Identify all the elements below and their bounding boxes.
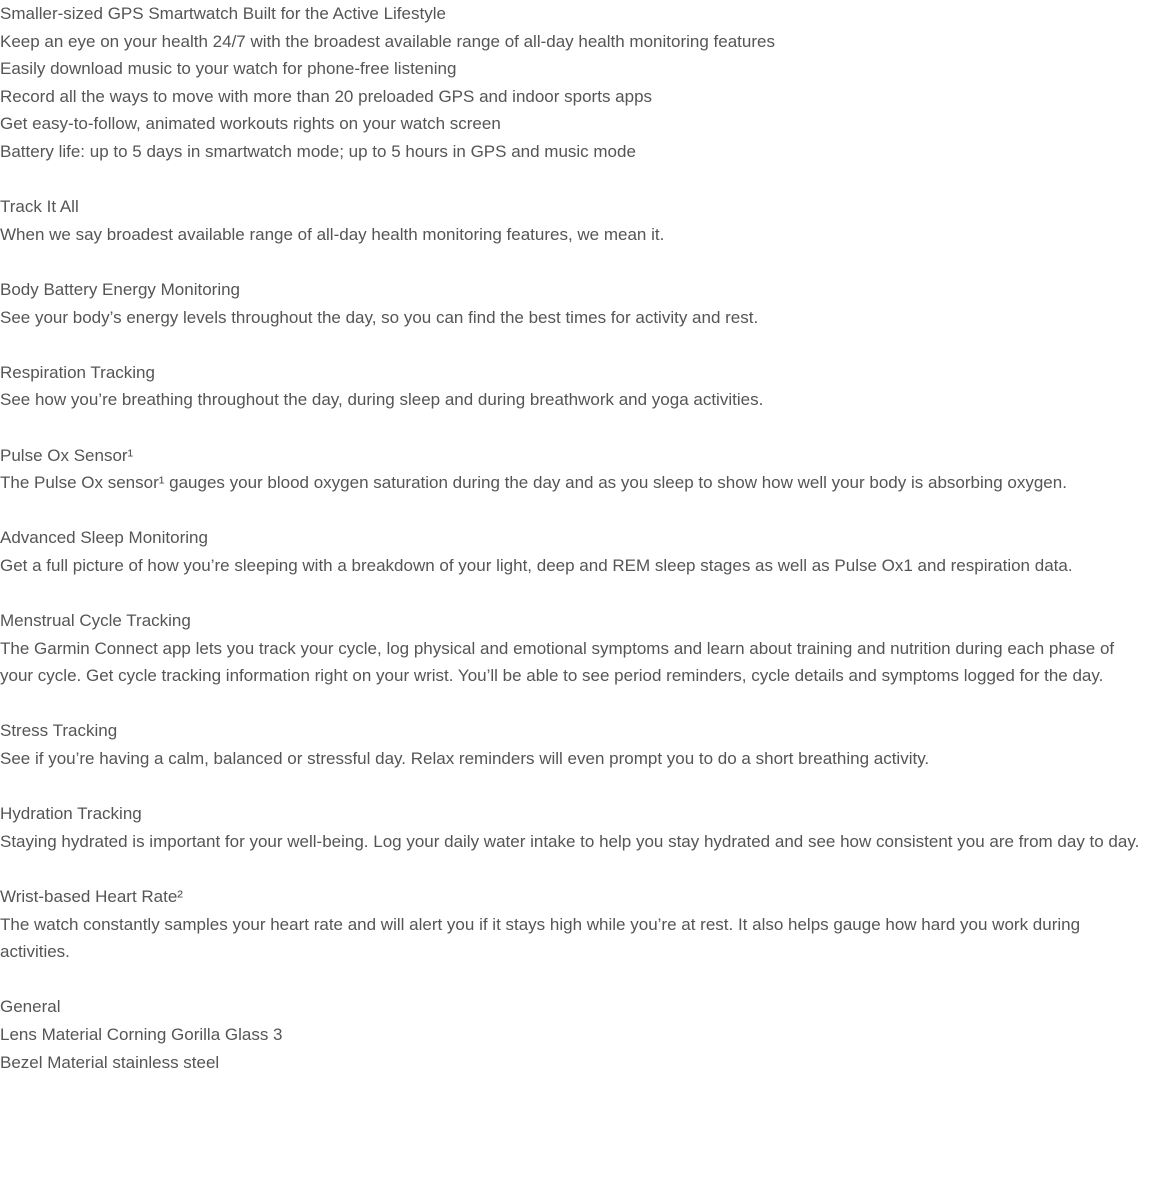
section-title: Wrist-based Heart Rate²	[0, 887, 183, 906]
section-title: Hydration Tracking	[0, 804, 142, 824]
section-title: Menstrual Cycle Tracking	[0, 611, 191, 631]
section-stress	[0, 717, 1144, 772]
section-body: See how you’re breathing throughout the day, during sleep and during breathwork and yoga activities.	[0, 390, 764, 410]
section-title: Respiration Tracking	[0, 362, 155, 382]
section-body: Staying hydrated is important for your well-being. Log your daily water intake to help you stay hydrated and see how consistent you are from day to day.	[0, 831, 1140, 851]
section-title: Pulse Ox Sensor¹	[0, 445, 134, 465]
section-sleep	[0, 524, 1144, 579]
section-title: General	[0, 997, 61, 1017]
section-title: Track It All	[0, 197, 79, 217]
section-menstrual	[0, 607, 1144, 690]
highlight-line: Keep an eye on your health 24/7 with the broadest available range of all-day health monitoring features	[0, 31, 775, 51]
highlight-line: Easily download music to your watch for phone-free listening	[0, 59, 457, 79]
highlight-line: Smaller-sized GPS Smartwatch Built for the Active Lifestyle	[0, 4, 446, 23]
section-body: The Pulse Ox sensor¹ gauges your blood oxygen saturation during the day and as you sleep to show how well your body is absorbing oxygen.	[0, 473, 1067, 493]
spec-line: Bezel Material stainless steel	[0, 1052, 220, 1072]
highlight-line: Battery life: up to 5 days in smartwatch mode; up to 5 hours in GPS and music mode	[0, 141, 636, 161]
feature-highlights	[0, 0, 1144, 166]
section-pulse-ox	[0, 442, 1144, 497]
spec-line: Lens Material Corning Gorilla Glass 3	[0, 1024, 283, 1044]
highlight-line: Record all the ways to move with more than 20 preloaded GPS and indoor sports apps	[0, 86, 653, 106]
section-hydration	[0, 800, 1144, 855]
section-general-specs	[0, 993, 1144, 1076]
section-body: Get a full picture of how you’re sleeping with a breakdown of your light, deep and REM sleep stages as well as Pulse Ox1 and respiration data.	[0, 555, 1073, 575]
highlight-line: Get easy-to-follow, animated workouts rights on your watch screen	[0, 114, 501, 134]
section-body: See your body’s energy levels throughout the day, so you can find the best times for activity and rest.	[0, 307, 759, 327]
section-body: The watch constantly samples your heart rate and will alert you if it stays high while you’re at rest. It also helps gauge how hard you work during activities.	[0, 914, 1081, 962]
section-heart-rate	[0, 883, 1144, 966]
section-body: The Garmin Connect app lets you track your cycle, log physical and emotional symptoms and learn about training and nutrition during each phase of your cycle. Get cycle tracking information right on your wrist. You’ll be able to see period reminders, cycle details and symptoms logged for the day.	[0, 638, 1115, 686]
section-title: Stress Tracking	[0, 721, 118, 741]
section-title: Advanced Sleep Monitoring	[0, 528, 208, 548]
section-title: Body Battery Energy Monitoring	[0, 279, 241, 299]
section-respiration	[0, 359, 1144, 414]
section-body-battery	[0, 276, 1144, 331]
section-body: See if you’re having a calm, balanced or stressful day. Relax reminders will even prompt you to do a short breathing activity.	[0, 749, 930, 769]
section-body: When we say broadest available range of all-day health monitoring features, we mean it.	[0, 224, 665, 244]
section-track-it-all	[0, 193, 1144, 248]
